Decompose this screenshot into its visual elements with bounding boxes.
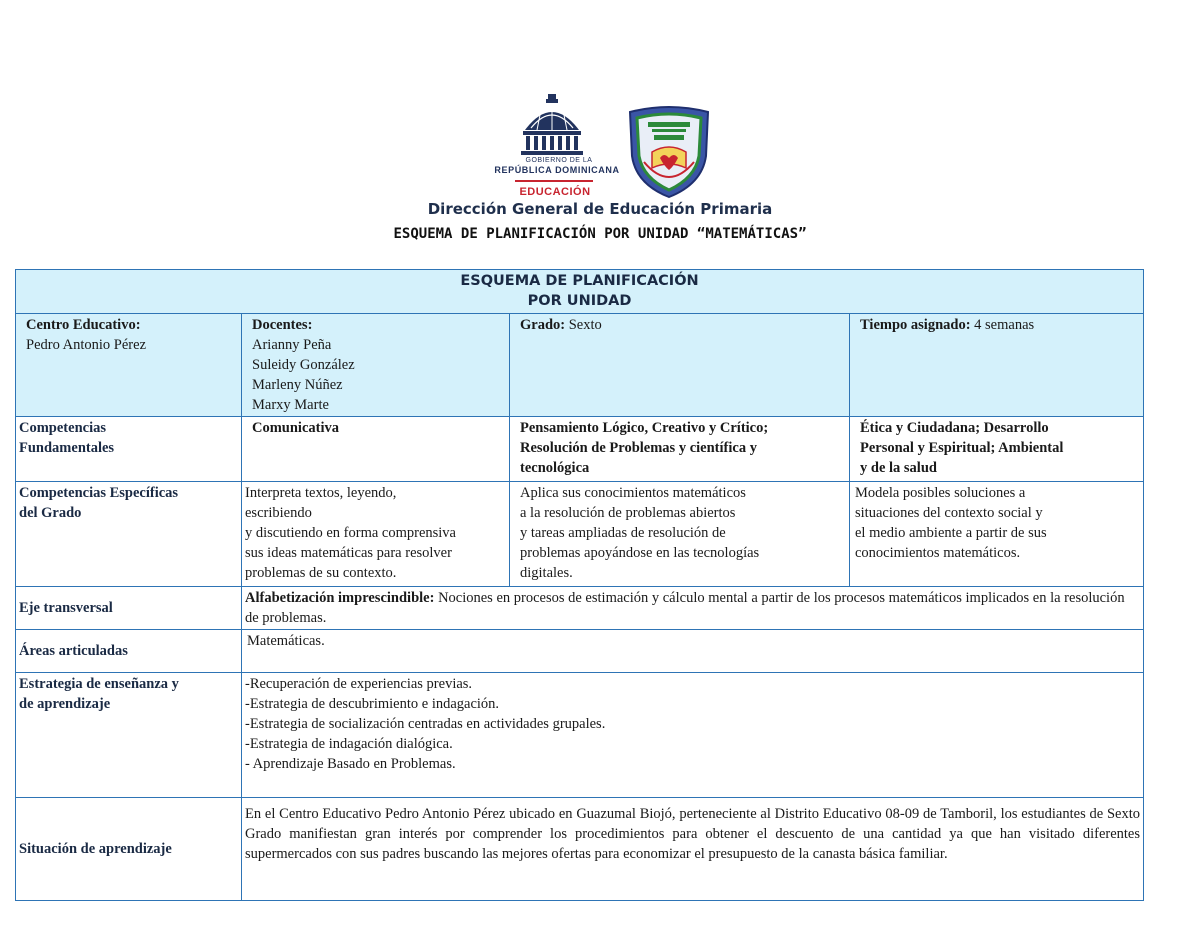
- comp-esp-2-line: a la resolución de problemas abiertos: [520, 505, 736, 521]
- comp-fund-1-cell: [242, 417, 510, 482]
- comp-fund-3-line: Ética y Ciudadana; Desarrollo: [860, 420, 1049, 436]
- government-logo: [480, 92, 620, 204]
- comp-fund-3-line: y de la salud: [860, 460, 937, 476]
- comp-esp-3-line: el medio ambiente a partir de sus: [855, 525, 1047, 541]
- comp-esp-2-line: Aplica sus conocimientos matemáticos: [520, 485, 746, 501]
- comp-esp-2-cell: [510, 482, 850, 587]
- page-title: Dirección General de Educación Primaria: [427, 200, 773, 218]
- comp-esp-1-line: problemas de su contexto.: [245, 565, 397, 581]
- comp-esp-3-line: conocimientos matemáticos.: [855, 545, 1021, 561]
- situacion-text: En el Centro Educativo Pedro Antonio Pérez ubicado en Guazumal Biojó, perteneciente al Distrito Educativo 08-09 de Tamboril, los estudiantes de Sexto Grado manifiestan gran interés por comprender los procedimientos para obtener el descuento de una cantidad ya que han visitado diferentes supermercados con sus padres buscando las mejores ofertas para economizar el presupuesto de la canasta básica familiar.: [242, 798, 1144, 901]
- estrategia-item: -Estrategia de indagación dialógica.: [245, 736, 453, 752]
- centro-value: Pedro Antonio Pérez: [26, 337, 147, 353]
- table-title: [16, 270, 1144, 314]
- tiempo-cell: [850, 314, 1144, 417]
- eje-transversal-cell: [242, 587, 1144, 630]
- gov-education-text: EDUCACIÓN: [519, 186, 591, 198]
- comp-esp-1-line: escribiendo: [245, 505, 312, 521]
- competencias-especificas-row: [16, 482, 1144, 587]
- eje-text: Nociones en procesos de estimación y cálculo mental a partir de los procesos matemáticos implicados en la resolución de problemas.: [245, 590, 1125, 626]
- label-line: del Grado: [19, 505, 82, 521]
- centro-label: Centro Educativo:: [26, 317, 141, 333]
- tiempo-value: 4 semanas: [974, 317, 1035, 333]
- comp-esp-3-line: Modela posibles soluciones a: [855, 485, 1026, 501]
- info-row: [16, 314, 1144, 417]
- label-line: Competencias: [19, 420, 106, 436]
- comp-fund-2-line: tecnológica: [520, 460, 590, 476]
- comp-esp-3-line: situaciones del contexto social y: [855, 505, 1043, 521]
- table-title-row: [16, 270, 1144, 314]
- areas-row: [16, 630, 1144, 673]
- estrategia-row: [16, 673, 1144, 798]
- comp-esp-1-line: sus ideas matemáticas para resolver: [245, 545, 452, 561]
- comp-esp-1-line: Interpreta textos, leyendo,: [245, 485, 397, 501]
- comp-esp-2-line: problemas apoyándose en las tecnologías: [520, 545, 760, 561]
- areas-articuladas-label: Áreas articuladas: [16, 630, 242, 673]
- comp-fund-3-cell: [850, 417, 1144, 482]
- competencias-fundamentales-row: [16, 417, 1144, 482]
- comp-fund-2-line: Resolución de Problemas y científica y: [520, 440, 757, 456]
- estrategia-item: -Estrategia de socialización centradas en actividades grupales.: [245, 716, 606, 732]
- gov-name-text: REPÚBLICA DOMINICANA: [494, 165, 620, 175]
- estrategia-item: - Aprendizaje Basado en Problemas.: [245, 756, 456, 772]
- comp-fund-2-cell: [510, 417, 850, 482]
- tiempo-label: Tiempo asignado:: [860, 317, 971, 333]
- comp-esp-2-line: y tareas ampliadas de resolución de: [520, 525, 726, 541]
- docentes-label: Docentes:: [252, 317, 313, 333]
- dome-icon: [517, 94, 587, 156]
- label-line: Competencias Específicas: [19, 485, 179, 501]
- comp-fund-3-line: Personal y Espiritual; Ambiental: [860, 440, 1064, 456]
- logos: [480, 92, 720, 204]
- comp-esp-2-line: digitales.: [520, 565, 573, 581]
- table-title-line-1: ESQUEMA DE PLANIFICACIÓN: [460, 273, 699, 289]
- page-subtitle: ESQUEMA DE PLANIFICACIÓN POR UNIDAD “MATEMÁTICAS”: [393, 226, 807, 242]
- competencias-fundamentales-label: [16, 417, 242, 482]
- situacion-row: [16, 798, 1144, 901]
- docentes-cell: [242, 314, 510, 417]
- estrategia-item: -Recuperación de experiencias previas.: [245, 676, 473, 692]
- eje-bold-text: Alfabetización imprescindible:: [245, 590, 435, 606]
- grado-value: Sexto: [568, 317, 602, 333]
- grado-cell: [510, 314, 850, 417]
- label-line: Estrategia de enseñanza y: [19, 676, 179, 692]
- label-line: de aprendizaje: [19, 696, 111, 712]
- docente-item: Marleny Núñez: [252, 377, 343, 393]
- label-line: Fundamentales: [19, 440, 115, 456]
- grado-label: Grado:: [520, 317, 566, 333]
- situacion-label: Situación de aprendizaje: [16, 798, 242, 901]
- comp-esp-3-cell: [850, 482, 1144, 587]
- centro-cell: [16, 314, 242, 417]
- eje-transversal-row: [16, 587, 1144, 630]
- areas-articuladas-value: Matemáticas.: [242, 630, 1144, 673]
- eje-transversal-label: Eje transversal: [16, 587, 242, 630]
- competencias-especificas-label: [16, 482, 242, 587]
- docente-item: Suleidy González: [252, 357, 355, 373]
- planning-table: [15, 269, 1144, 901]
- comp-fund-1: Comunicativa: [252, 420, 339, 436]
- comp-esp-1-line: y discutiendo en forma comprensiva: [245, 525, 456, 541]
- school-shield-logo: [622, 104, 716, 200]
- comp-fund-2-line: Pensamiento Lógico, Creativo y Crítico;: [520, 420, 769, 436]
- estrategia-label: [16, 673, 242, 798]
- estrategia-item: -Estrategia de descubrimiento e indagación.: [245, 696, 500, 712]
- gov-small-text: GOBIERNO DE LA: [525, 157, 593, 164]
- estrategia-cell: [242, 673, 1144, 798]
- docente-item: Arianny Peña: [252, 337, 332, 353]
- comp-esp-1-cell: [242, 482, 510, 587]
- gov-divider: [515, 180, 593, 182]
- docente-item: Marxy Marte: [252, 397, 329, 413]
- table-title-line-2: POR UNIDAD: [527, 293, 632, 309]
- shield-icon: [622, 104, 716, 200]
